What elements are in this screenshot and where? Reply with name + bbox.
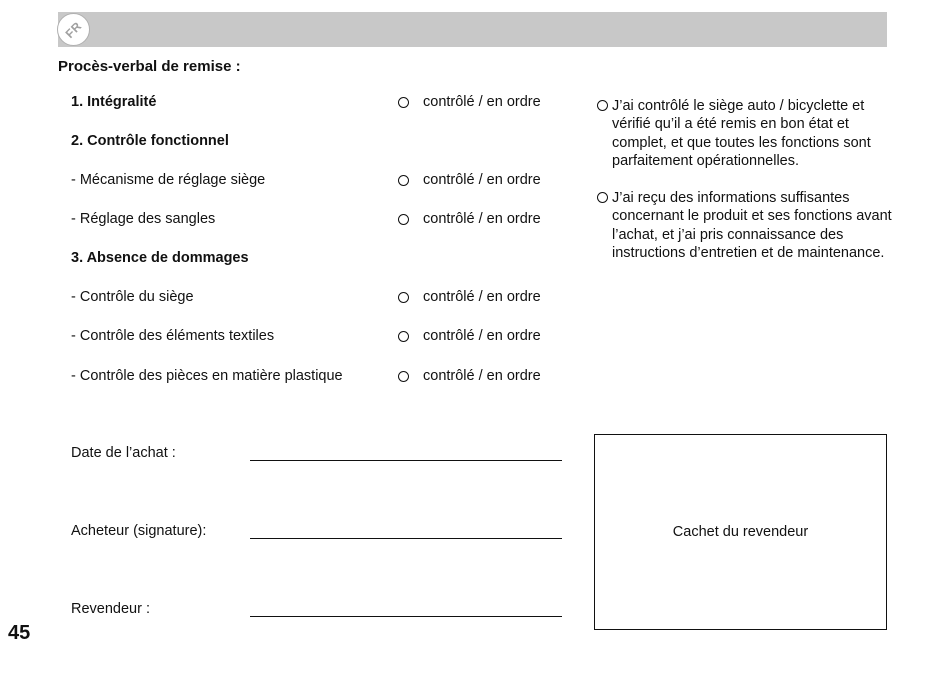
buyer-signature-line[interactable] — [250, 524, 562, 539]
check-option-seat-adjustment[interactable] — [398, 172, 541, 188]
page-number: 45 — [8, 622, 31, 644]
radio-circle-icon[interactable] — [398, 175, 409, 186]
radio-circle-icon[interactable] — [398, 97, 409, 108]
page-title: Procès-verbal de remise : — [58, 58, 241, 75]
radio-circle-icon[interactable] — [597, 100, 608, 111]
header-band — [58, 12, 887, 47]
declaration-text: J’ai reçu des informations suffisantes concernant le produit et ses fonctions avant l’achat, et j’ai pris connaissance des instructions d’entretien et de maintenance. — [612, 190, 892, 262]
dealer-label: Revendeur : — [71, 601, 150, 617]
checklist-heading-functional-check: 2. Contrôle fonctionnel — [71, 133, 229, 149]
checklist-item-seat-adjustment: - Mécanisme de réglage siège — [71, 172, 266, 188]
language-badge-label: FR — [62, 18, 85, 41]
declaration-seat-checked[interactable] — [597, 97, 892, 171]
check-option-plastic-check[interactable] — [398, 368, 541, 384]
checklist-heading-integrality: 1. Intégralité — [71, 94, 157, 110]
checklist-item-strap-adjustment: - Réglage des sangles — [71, 211, 216, 227]
dealer-stamp-box — [594, 434, 887, 630]
check-option-label: contrôlé / en ordre — [423, 289, 541, 305]
check-option-label: contrôlé / en ordre — [423, 94, 541, 110]
check-option-label: contrôlé / en ordre — [423, 368, 541, 384]
purchase-date-line[interactable] — [250, 446, 562, 461]
check-option-textile-check[interactable] — [398, 328, 541, 344]
radio-circle-icon[interactable] — [398, 331, 409, 342]
radio-circle-icon[interactable] — [597, 192, 608, 203]
check-option-integrality[interactable] — [398, 94, 541, 110]
radio-circle-icon[interactable] — [398, 371, 409, 382]
check-option-label: contrôlé / en ordre — [423, 172, 541, 188]
radio-circle-icon[interactable] — [398, 292, 409, 303]
check-option-label: contrôlé / en ordre — [423, 211, 541, 227]
buyer-signature-label: Acheteur (signature): — [71, 523, 207, 539]
checklist-item-textile-check: - Contrôle des éléments textiles — [71, 328, 275, 344]
check-option-seat-check[interactable] — [398, 289, 541, 305]
purchase-date-label: Date de l’achat : — [71, 445, 176, 461]
declaration-information-received[interactable] — [597, 189, 892, 263]
checklist-item-seat-check: - Contrôle du siège — [71, 289, 194, 305]
radio-circle-icon[interactable] — [398, 214, 409, 225]
checklist-heading-no-damage: 3. Absence de dommages — [71, 250, 249, 266]
dealer-stamp-label: Cachet du revendeur — [672, 524, 809, 540]
check-option-strap-adjustment[interactable] — [398, 211, 541, 227]
dealer-line[interactable] — [250, 602, 562, 617]
language-badge — [57, 13, 90, 46]
check-option-label: contrôlé / en ordre — [423, 328, 541, 344]
checklist-item-plastic-check: - Contrôle des pièces en matière plastique — [71, 368, 343, 384]
declaration-text: J’ai contrôlé le siège auto / bicyclette et vérifié qu’il a été remis en bon état et complet, et que toutes les fonctions sont parfaitement opérationnelles. — [612, 98, 871, 170]
